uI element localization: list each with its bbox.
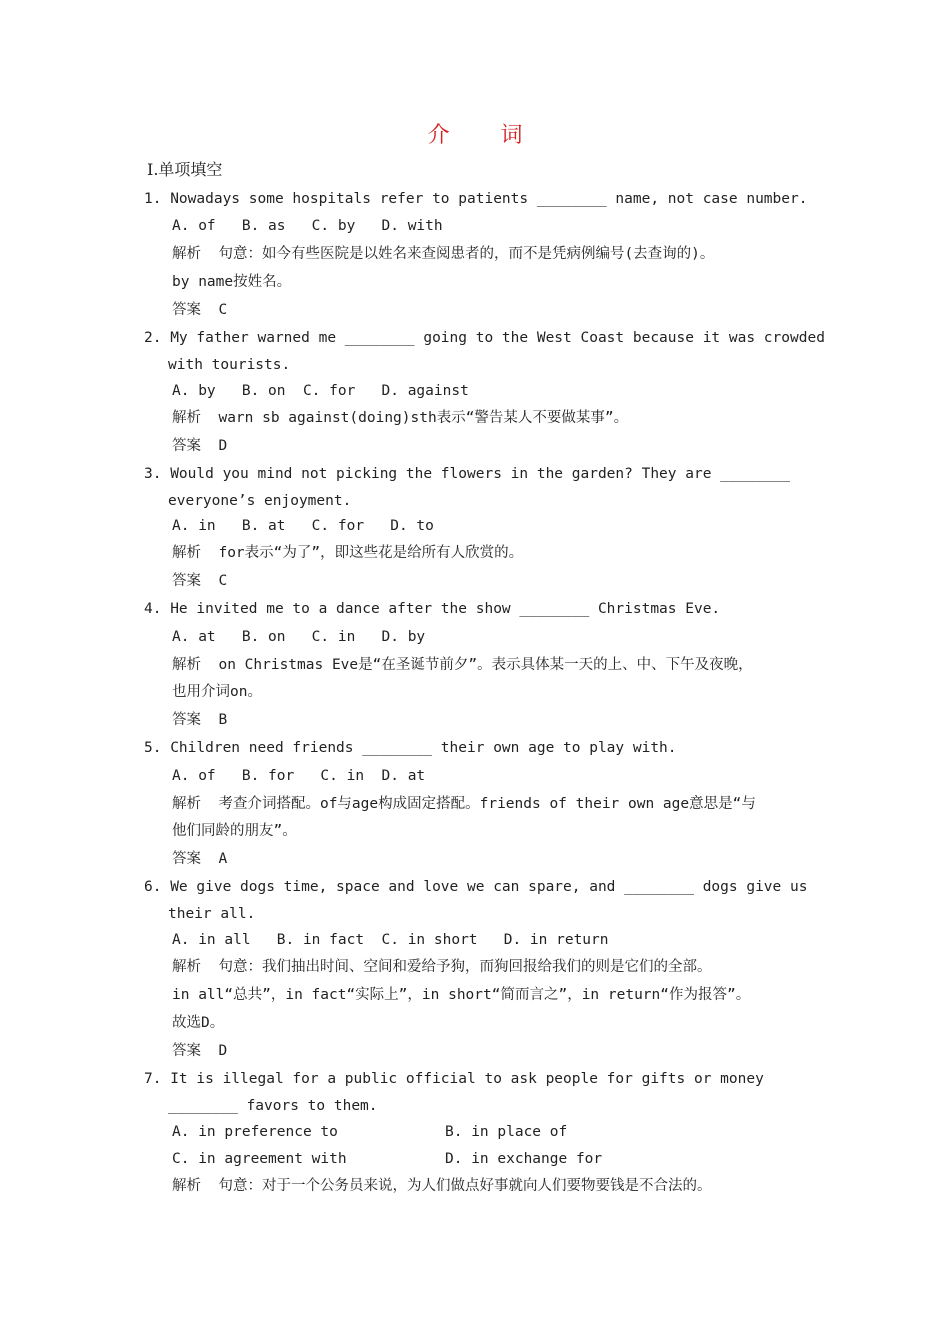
question-4-explanation: 解析 on Christmas Eve是“在圣诞节前夕”。表示具体某一天的上、中、下午及夜晚， <box>172 657 753 673</box>
question-5-options: A. of B. for C. in D. at <box>172 768 426 784</box>
question-6-explanation: 解析 句意：我们抽出时间、空间和爱给予狗，而狗回报给我们的则是它们的全部。 <box>172 959 712 975</box>
question-7-option-b: B. in place of <box>445 1124 568 1140</box>
question-7-option-c: C. in agreement with <box>172 1151 347 1167</box>
question-6-stem-2: their all. <box>168 906 256 922</box>
question-6-options: A. in all B. in fact C. in short D. in return <box>172 932 609 948</box>
question-5-explanation-2: 他们同龄的朋友”。 <box>172 823 297 839</box>
question-4-answer: 答案 B <box>172 712 228 728</box>
question-1-options: A. of B. as C. by D. with <box>172 218 443 234</box>
question-1-explanation-2: by name按姓名。 <box>172 274 292 290</box>
question-7-explanation: 解析 句意：对于一个公务员来说，为人们做点好事就向人们要物要钱是不合法的。 <box>172 1178 712 1194</box>
question-4-explanation-2: 也用介词on。 <box>172 684 262 700</box>
question-5-explanation: 解析 考查介词搭配。of与age构成固定搭配。friends of their own age意思是“与 <box>172 796 756 812</box>
question-4-options: A. at B. on C. in D. by <box>172 629 426 645</box>
question-6-explanation-2: in all“总共”，in fact“实际上”，in short“简而言之”，in return“作为报答”。 <box>172 987 751 1003</box>
question-2-stem: 2. My father warned me ________ going to the West Coast because it was crowded <box>144 330 825 346</box>
question-6-explanation-3: 故选D。 <box>172 1015 225 1031</box>
question-6-answer: 答案 D <box>172 1043 228 1059</box>
question-1-answer: 答案 C <box>172 302 228 318</box>
section-heading: Ⅰ.单项填空 <box>147 160 223 179</box>
question-5-stem: 5. Children need friends ________ their own age to play with. <box>144 740 677 756</box>
question-2-stem-2: with tourists. <box>168 357 291 373</box>
question-6-stem: 6. We give dogs time, space and love we can spare, and ________ dogs give us <box>144 879 808 895</box>
question-1-stem: 1. Nowadays some hospitals refer to patients ________ name, not case number. <box>144 191 808 207</box>
question-7-option-a: A. in preference to <box>172 1124 338 1140</box>
question-2-answer: 答案 D <box>172 438 228 454</box>
question-3-stem: 3. Would you mind not picking the flowers in the garden? They are ________ <box>144 466 791 482</box>
question-7-stem-2: ________ favors to them. <box>168 1098 378 1114</box>
question-3-options: A. in B. at C. for D. to <box>172 518 434 534</box>
question-3-stem-2: everyone’s enjoyment. <box>168 493 352 509</box>
question-4-stem: 4. He invited me to a dance after the show ________ Christmas Eve. <box>144 601 721 617</box>
question-5-answer: 答案 A <box>172 851 228 867</box>
question-3-explanation: 解析 for表示“为了”，即这些花是给所有人欣赏的。 <box>172 545 524 561</box>
question-7-option-d: D. in exchange for <box>445 1151 603 1167</box>
question-1-explanation: 解析 句意：如今有些医院是以姓名来查阅患者的，而不是凭病例编号(去查询的)。 <box>172 246 715 262</box>
question-2-explanation: 解析 warn sb against(doing)sth表示“警告某人不要做某事”。 <box>172 410 629 426</box>
question-7-stem: 7. It is illegal for a public official to ask people for gifts or money <box>144 1071 764 1087</box>
question-2-options: A. by B. on C. for D. against <box>172 383 469 399</box>
page-title: 介 词 <box>427 123 545 148</box>
question-3-answer: 答案 C <box>172 573 228 589</box>
